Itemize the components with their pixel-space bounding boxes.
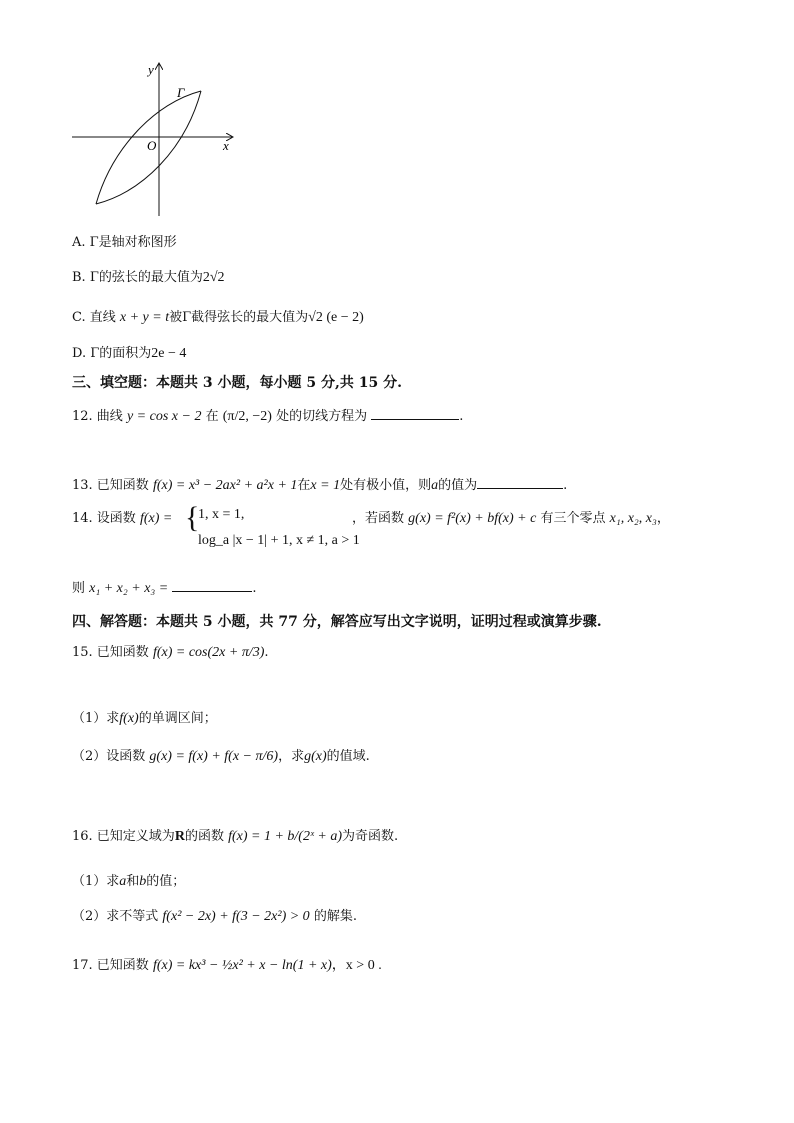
q15-part-1: [72, 711, 217, 727]
q13-text3: 处有极小值，则: [340, 478, 432, 493]
q16-r: R: [174, 829, 185, 844]
question-12: 12. 曲线 y = cos x − 2 在 (π/2, −2) 处的切线方程为 .: [72, 405, 463, 425]
option-c-line: x + y = t: [119, 310, 170, 325]
q13-answer-blank[interactable]: [477, 474, 563, 489]
q16-p2: （2）求不等式: [72, 909, 159, 924]
option-d-text: D. Γ的面积为: [72, 346, 152, 361]
question-14: [72, 511, 172, 527]
q15-p1-tail: 的单调区间；: [138, 711, 217, 726]
q13-func: f(x) = x³ − 2ax² + a²x + 1: [152, 478, 298, 493]
question-13: 13. 已知函数 f(x) = x³ − 2ax² + a²x + 1在x = 1处有极小值，则a的值为 .: [72, 474, 567, 494]
q14-func: f(x) =: [139, 511, 173, 526]
q15-p2-tail: ，求: [278, 749, 305, 764]
q15-func: f(x) = cos(2x + π/3): [152, 645, 265, 660]
option-a: A. Γ是轴对称图形: [72, 235, 177, 250]
option-c-mid: 被Γ截得弦长的最大值为: [169, 310, 309, 325]
q12-text: 12. 曲线: [72, 409, 123, 424]
q14-text1: 14. 设函数: [72, 511, 136, 526]
q14-brace: {: [185, 501, 200, 534]
option-b-value: 2√2: [202, 270, 225, 285]
q14-text3: 有三个零点: [540, 511, 606, 526]
q14-answer-blank[interactable]: [172, 577, 252, 592]
curve-figure: [60, 58, 240, 223]
q15-p1: （1）求: [72, 711, 120, 726]
q12-curve: y = cos x − 2: [126, 409, 202, 424]
question-15: 15. 已知函数 f(x) = cos(2x + π/3).: [72, 645, 269, 660]
q13-var: a: [431, 478, 439, 493]
q14-case-1: 1, x = 1,: [198, 507, 245, 522]
q16-text3: 为奇函数.: [342, 829, 399, 844]
origin-label: O: [147, 138, 157, 153]
q14-zeros: x₁, x₂, x₃: [609, 511, 657, 526]
q16-p1-a: a: [119, 874, 127, 889]
q15-p2-func: g(x) = f(x) + f(x − π/6): [149, 749, 279, 764]
option-b: [72, 270, 225, 286]
section-4-title: 四、解答题：本题共 5 小题，共 77 分，解答应写出文字说明，证明过程或演算步骤.: [72, 614, 602, 630]
section-3-title: 三、填空题：本题共 3 小题，每小题 5 分,共 15 分.: [72, 375, 402, 391]
q16-p1-tail: 的值；: [146, 874, 186, 889]
x-axis-label: x: [223, 138, 229, 153]
question-17: [72, 958, 382, 974]
option-d: [72, 346, 186, 362]
q16-func: f(x) = 1 + b/(2ˣ + a): [228, 829, 343, 844]
q13-text1: 13. 已知函数: [72, 478, 149, 493]
q16-text2: 的函数: [184, 829, 224, 844]
q12-point: (π/2, −2): [222, 409, 272, 424]
q15-part-2: [72, 749, 370, 765]
q15-p1-func: f(x): [119, 711, 139, 726]
q12-at: 在: [205, 409, 219, 424]
q17-cond: ，x > 0 .: [331, 958, 382, 973]
q12-tail: 处的切线方程为: [276, 409, 368, 424]
q15-p2-end: 的值域.: [326, 749, 370, 764]
q16-part-1: [72, 874, 185, 890]
q14-question-line: 则 x₁ + x₂ + x₃ = .: [72, 577, 257, 597]
option-c-value: √2 (e − 2): [308, 310, 364, 325]
question-16: [72, 829, 398, 845]
q13-text4: 的值为: [438, 478, 478, 493]
q17-text1: 17. 已知函数: [72, 958, 149, 973]
option-b-text: B. Γ的弦长的最大值为: [72, 270, 203, 285]
option-c-text: C. 直线: [72, 310, 116, 325]
q14-text2: ，若函数: [352, 511, 405, 526]
gamma-label: Γ: [177, 85, 185, 100]
option-c: [72, 310, 364, 326]
q14-sum: x₁ + x₂ + x₃ =: [89, 581, 169, 596]
q17-func: f(x) = kx³ − ½x² + x − ln(1 + x): [152, 958, 332, 973]
q16-p1-and: 和: [126, 874, 140, 889]
y-axis-label: y: [148, 62, 154, 77]
q16-p1: （1）求: [72, 874, 120, 889]
q15-p2: （2）设函数: [72, 749, 146, 764]
q14-text4: 则: [72, 581, 86, 596]
q16-p2-ineq: f(x² − 2x) + f(3 − 2x²) > 0: [162, 909, 310, 924]
q14-case-2: log_a |x − 1| + 1, x ≠ 1, a > 1: [198, 533, 360, 548]
q13-cond: x = 1: [310, 478, 341, 493]
q14-condition: ，若函数 g(x) = f²(x) + bf(x) + c 有三个零点 x₁, x₂, x₃，: [352, 511, 670, 526]
q15-p2-g: g(x): [304, 749, 327, 764]
q16-p2-tail: 的解集.: [313, 909, 357, 924]
q15-text1: 15. 已知函数: [72, 645, 149, 660]
q16-p1-b: b: [139, 874, 147, 889]
q14-g: g(x) = f²(x) + bf(x) + c: [408, 511, 537, 526]
q13-text2: 在: [297, 478, 311, 493]
option-d-value: 2e − 4: [151, 346, 187, 361]
q16-text1: 16. 已知定义域为: [72, 829, 175, 844]
q16-part-2: [72, 909, 357, 925]
q12-answer-blank[interactable]: [371, 405, 459, 420]
